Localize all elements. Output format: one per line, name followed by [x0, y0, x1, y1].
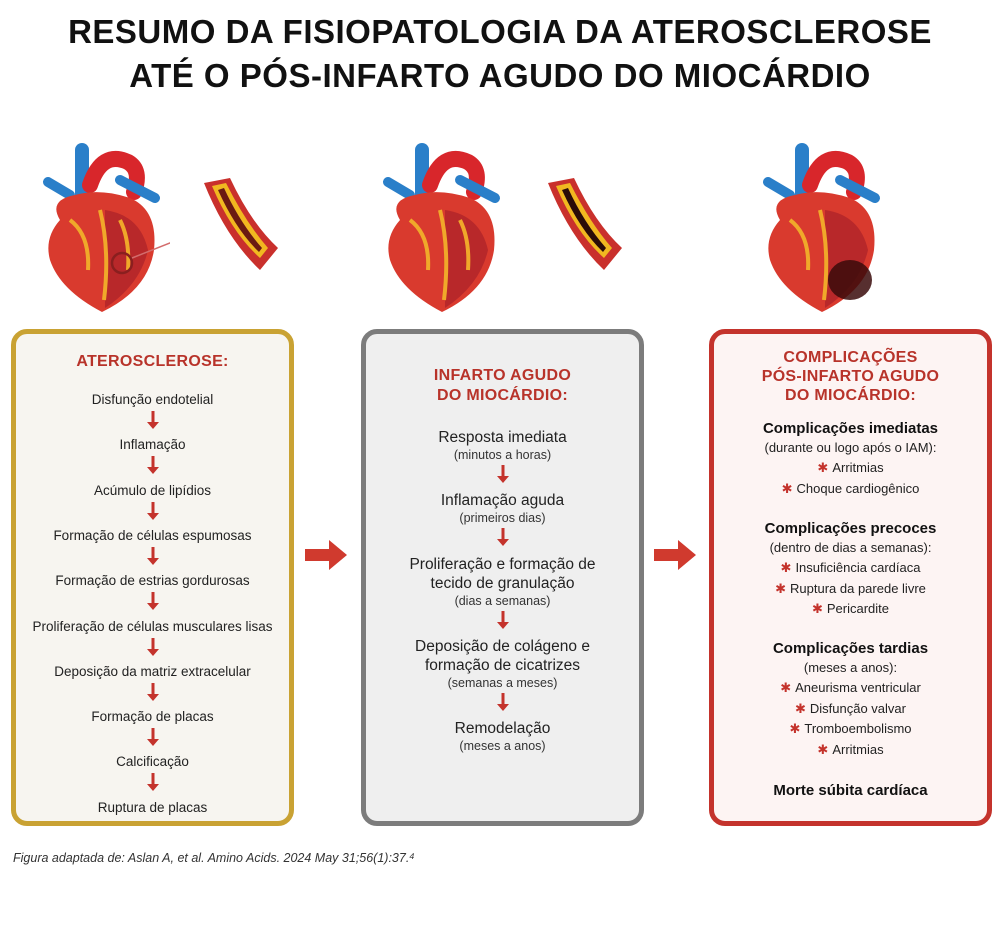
atherosclerosis-step: Proliferação de células musculares lisas	[32, 618, 273, 634]
down-arrow-icon	[147, 592, 159, 610]
complication-item	[714, 560, 987, 576]
complication-group-title: Complicações precoces	[764, 520, 937, 537]
atherosclerosis-step: Inflamação	[119, 437, 186, 453]
complication-item	[714, 481, 987, 497]
right-arrow-icon	[305, 540, 347, 570]
right-arrow-icon	[654, 540, 696, 570]
infarction-step-label: formação de cicatrizes	[424, 657, 581, 674]
down-arrow-icon	[147, 683, 159, 701]
complication-item	[714, 721, 987, 737]
page-title-line2: ATÉ O PÓS-INFARTO AGUDO DO MIOCÁRDIO	[129, 57, 871, 94]
atherosclerosis-step: Deposição da matriz extracelular	[54, 663, 251, 679]
asterisk-icon: ✱	[794, 700, 806, 716]
asterisk-icon: ✱	[789, 721, 801, 736]
atherosclerosis-heading: ATEROSCLEROSE:	[76, 353, 229, 370]
infarction-heading-line1: INFARTO AGUDO	[433, 367, 572, 384]
complication-item-label: Arritmias	[832, 741, 884, 757]
infarction-step-label: Deposição de colágeno e	[415, 638, 590, 655]
atherosclerosis-step: Ruptura de placas	[97, 799, 208, 815]
complication-item	[714, 742, 987, 758]
down-arrow-icon	[147, 502, 159, 520]
down-arrow-icon	[147, 456, 159, 474]
infarction-step-timeframe: (minutos a horas)	[453, 448, 552, 462]
down-arrow-icon	[497, 693, 509, 711]
down-arrow-icon	[497, 465, 509, 483]
complication-group-title: Complicações imediatas	[762, 420, 939, 437]
complication-item-label: Ruptura da parede livre	[790, 580, 926, 596]
infarction-step-label: tecido de granulação	[430, 575, 575, 592]
asterisk-icon: ✱	[817, 460, 829, 475]
down-arrow-icon	[497, 611, 509, 629]
infarcted-heart-illustration	[750, 140, 890, 315]
complications-heading-line2: PÓS-INFARTO AGUDO	[761, 368, 940, 385]
atherosclerosis-step: Formação de placas	[91, 709, 214, 725]
atherosclerosis-step: Formação de estrias gordurosas	[55, 573, 250, 589]
figure-caption: Figura adaptada de: Aslan A, et al. Amino Acids. 2024 May 31;56(1):37.⁴	[13, 851, 415, 865]
complication-item-label: Pericardite	[826, 601, 890, 616]
atherosclerosis-step: Formação de células espumosas	[53, 527, 252, 543]
complications-heading-line1: COMPLICAÇÕES	[783, 349, 918, 366]
down-arrow-icon	[147, 547, 159, 565]
asterisk-icon: ✱	[817, 741, 829, 757]
complication-group-timeframe: (meses a anos):	[803, 660, 898, 675]
complication-item-label: Disfunção valvar	[809, 700, 906, 716]
complication-item-label: Tromboembolismo	[804, 721, 912, 736]
atherosclerosis-panel	[11, 329, 294, 826]
complications-heading-line3: DO MIOCÁRDIO:	[784, 387, 916, 404]
down-arrow-icon	[147, 773, 159, 791]
infarction-step-timeframe: (meses a anos)	[459, 739, 546, 753]
complication-item	[714, 601, 987, 617]
complication-item-label: Insuficiência cardíaca	[795, 560, 921, 575]
infarction-step-timeframe: (semanas a meses)	[447, 676, 558, 690]
complication-item-label: Arritmias	[832, 460, 884, 475]
asterisk-icon: ✱	[780, 680, 792, 695]
infarction-step-timeframe: (primeiros dias)	[459, 511, 546, 525]
complication-item-label: Aneurisma ventricular	[795, 680, 921, 695]
infarction-step-label: Remodelação	[454, 720, 551, 737]
complication-group-title: Complicações tardias	[772, 640, 929, 657]
down-arrow-icon	[147, 638, 159, 656]
atherosclerosis-step: Disfunção endotelial	[91, 392, 214, 407]
artery-plaque-illustration	[540, 178, 630, 273]
asterisk-icon: ✱	[780, 560, 792, 575]
complication-item	[714, 701, 987, 717]
infarction-panel	[361, 329, 644, 826]
asterisk-icon: ✱	[781, 480, 793, 496]
infarction-step-label: Resposta imediata	[438, 429, 567, 446]
heart-illustration	[370, 140, 510, 315]
complication-item	[714, 680, 987, 696]
infarction-step-label: Proliferação e formação de	[409, 556, 596, 573]
page-title-line1: RESUMO DA FISIOPATOLOGIA DA ATEROSCLEROSE	[68, 13, 932, 50]
atherosclerosis-step: Acúmulo de lipídios	[93, 482, 212, 498]
complication-item	[714, 460, 987, 476]
heart-illustration	[30, 140, 170, 315]
infarction-step-label: Inflamação aguda	[440, 492, 565, 509]
down-arrow-icon	[497, 528, 509, 546]
down-arrow-icon	[147, 411, 159, 429]
complication-group-timeframe: (dentro de dias a semanas):	[769, 540, 932, 555]
asterisk-icon: ✱	[775, 580, 787, 596]
complication-group-timeframe: (durante ou logo após o IAM):	[764, 440, 937, 455]
sudden-death-label: Morte súbita cardíaca	[773, 782, 928, 799]
down-arrow-icon	[147, 728, 159, 746]
atherosclerosis-step: Calcificação	[116, 754, 189, 770]
complications-panel	[709, 329, 992, 826]
infarction-step-timeframe: (dias a semanas)	[454, 594, 551, 608]
complication-item	[714, 581, 987, 597]
complication-item-label: Choque cardiogênico	[796, 480, 920, 496]
infarction-heading-line2: DO MIOCÁRDIO:	[436, 387, 568, 404]
asterisk-icon: ✱	[811, 601, 823, 616]
artery-plaque-illustration	[196, 178, 286, 273]
